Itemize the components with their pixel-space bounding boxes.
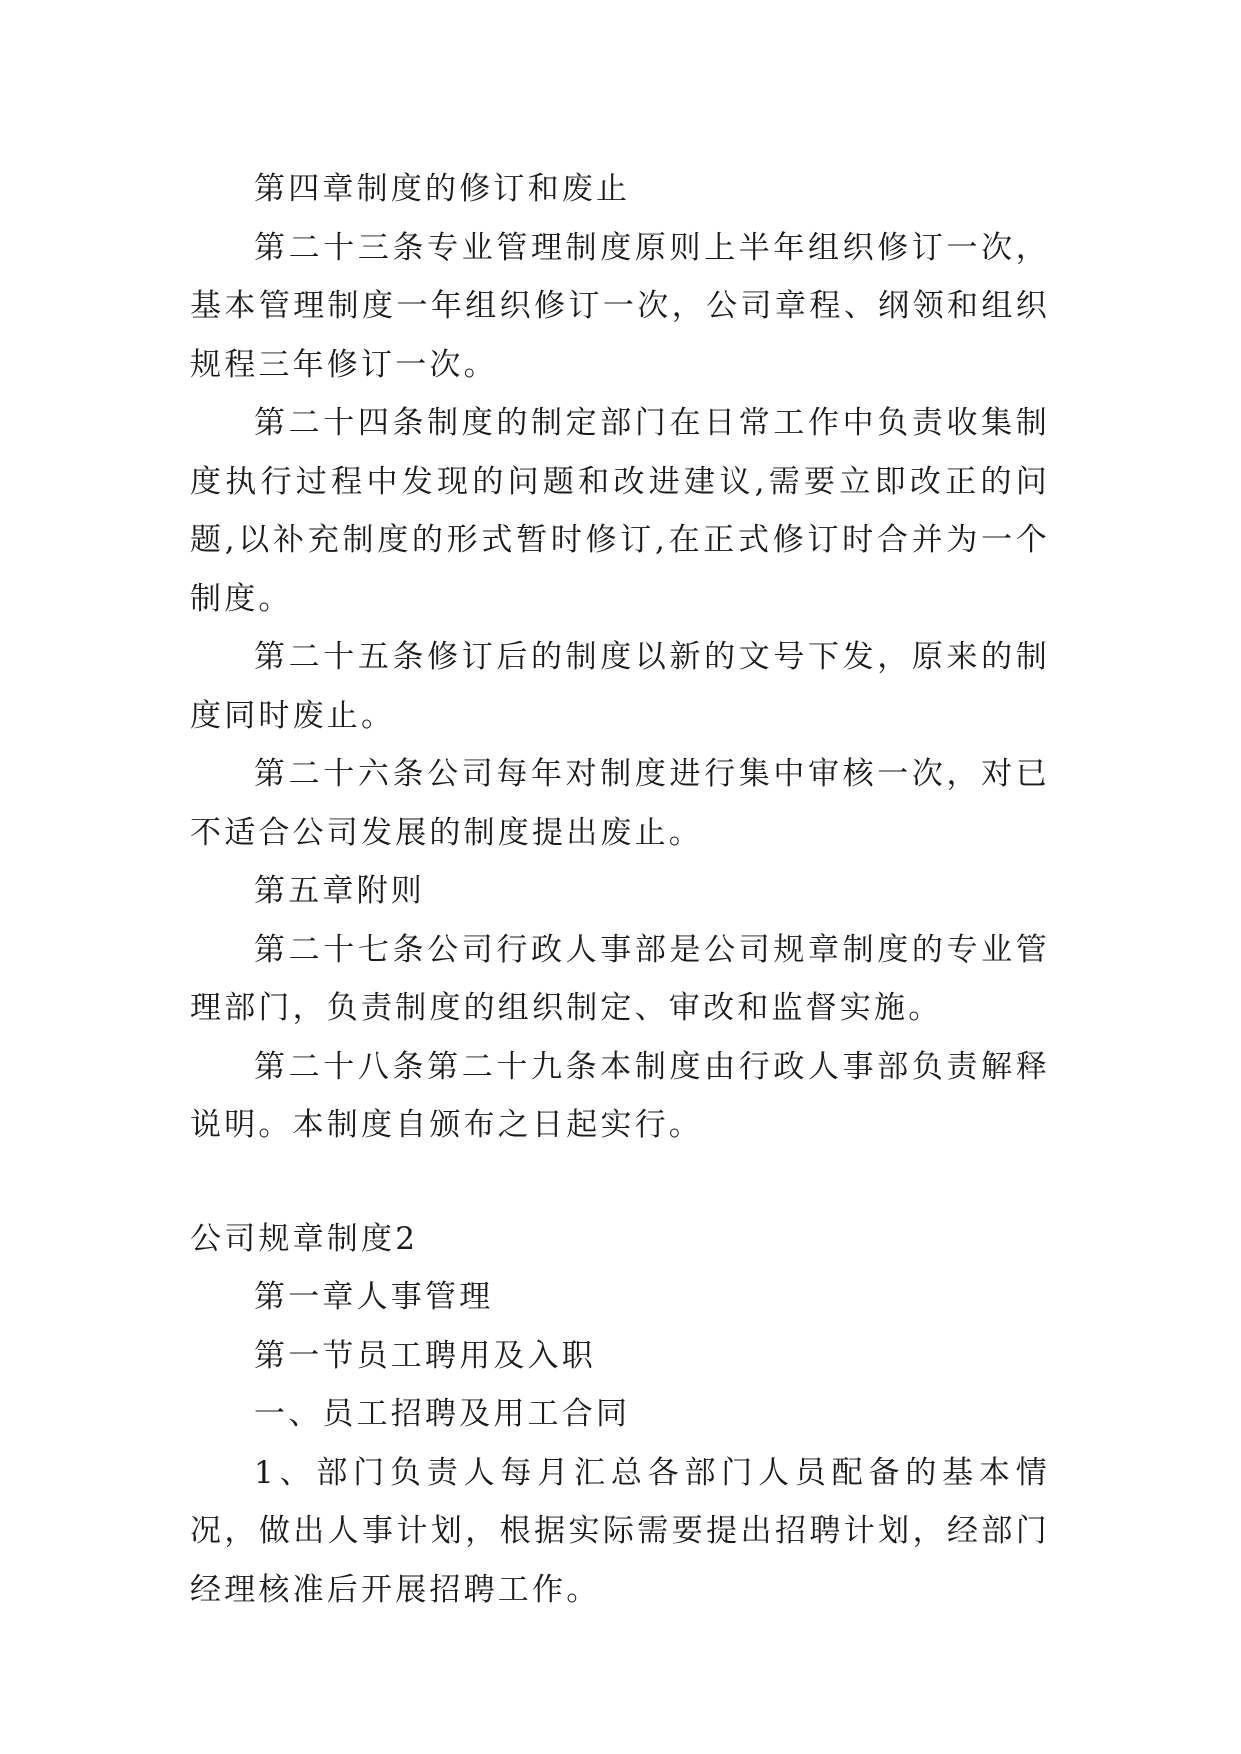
section-title: 公司规章制度2 bbox=[190, 1220, 419, 1257]
article-23: 第二十三条专业管理制度原则上半年组织修订一次，基本管理制度一年组织修订一次，公司章程、纲领和组织规程三年修订一次。 bbox=[190, 229, 1050, 383]
article-25: 第二十五条修订后的制度以新的文号下发，原来的制度同时废止。 bbox=[190, 639, 1050, 734]
article-26: 第二十六条公司每年对制度进行集中审核一次，对已不适合公司发展的制度提出废止。 bbox=[190, 756, 1050, 851]
article-28-29: 第二十八条第二十九条本制度由行政人事部负责解释说明。本制度自颁布之日起实行。 bbox=[190, 1048, 1050, 1143]
article-27: 第二十七条公司行政人事部是公司规章制度的专业管理部门，负责制度的组织制定、审改和监督实施。 bbox=[190, 931, 1050, 1026]
chapter-heading-1: 第一章人事管理 bbox=[254, 1279, 494, 1315]
document-body bbox=[190, 160, 1050, 1619]
chapter-heading-5: 第五章附则 bbox=[254, 873, 425, 909]
subsection-heading-1: 一、员工招聘及用工合同 bbox=[254, 1396, 631, 1432]
section-heading-1: 第一节员工聘用及入职 bbox=[254, 1337, 596, 1374]
chapter-heading-4: 第四章制度的修订和废止 bbox=[254, 171, 631, 207]
section-spacer bbox=[190, 1155, 1050, 1210]
item-1: 1、部门负责人每月汇总各部门人员配备的基本情况，做出人事计划，根据实际需要提出招聘计划，经部门经理核准后开展招聘工作。 bbox=[190, 1454, 1050, 1608]
article-24: 第二十四条制度的制定部门在日常工作中负责收集制度执行过程中发现的问题和改进建议,需要立即改正的问题,以补充制度的形式暂时修订,在正式修订时合并为一个制度。 bbox=[190, 405, 1050, 617]
